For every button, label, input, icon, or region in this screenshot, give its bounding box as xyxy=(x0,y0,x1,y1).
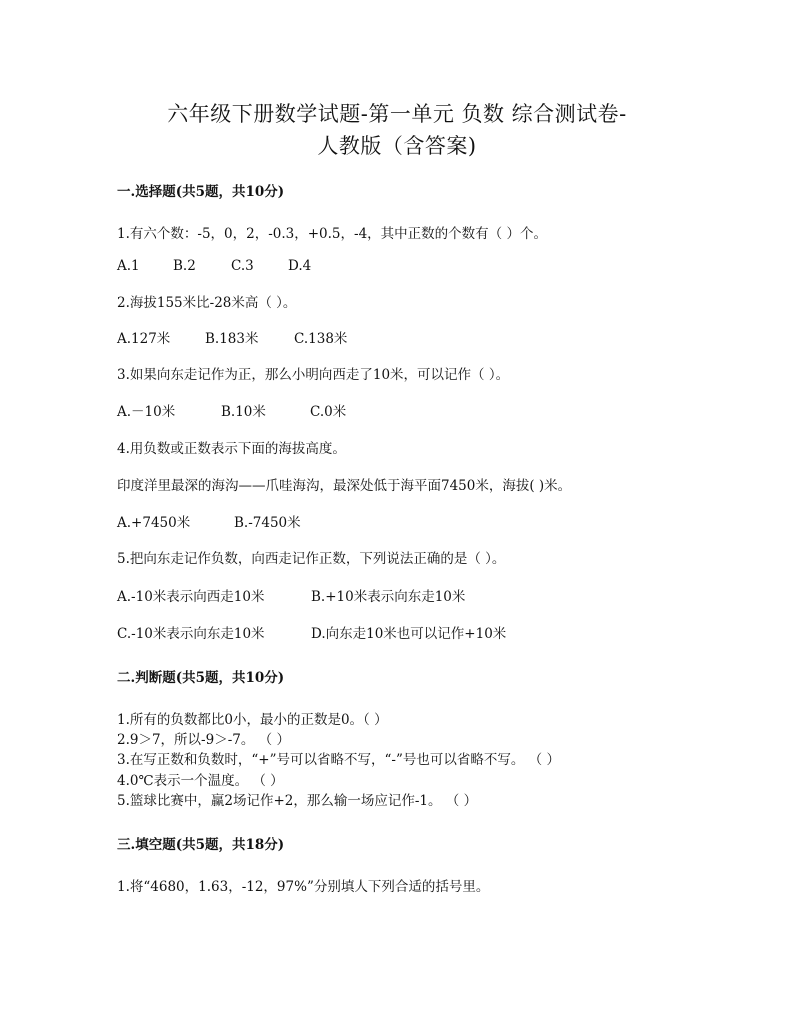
question-2-option-c: C.138米 xyxy=(294,331,348,347)
question-1-option-b: B.2 xyxy=(173,258,196,274)
question-5-text: 5.把向东走记作负数，向西走记作正数，下列说法正确的是（ ）。 xyxy=(117,551,506,567)
question-4-option-b: B.-7450米 xyxy=(234,515,301,531)
judge-item-4: 4.0℃表示一个温度。 （ ） xyxy=(117,773,284,789)
fill-question-1-text: 1.将“4680，1.63，-12，97%”分别填人下列合适的括号里。 xyxy=(117,879,490,895)
question-5-option-c: C.-10米表示向东走10米 xyxy=(117,626,265,642)
section-heading-fill-blank: 三.填空题(共5题，共18分) xyxy=(117,837,285,853)
question-1-option-c: C.3 xyxy=(231,258,254,274)
question-3-option-a: A.－10米 xyxy=(117,404,176,420)
question-1-option-a: A.1 xyxy=(117,258,140,274)
judge-item-5: 5.篮球比赛中，赢2场记作+2，那么输一场应记作-1。 （ ） xyxy=(117,793,478,809)
question-4-text-continued: 印度洋里最深的海沟——爪哇海沟，最深处低于海平面7450米，海拔( )米。 xyxy=(117,478,572,494)
judge-item-3: 3.在写正数和负数时，“+”号可以省略不写，“-”号也可以省略不写。 （ ） xyxy=(117,752,560,768)
question-2-option-b: B.183米 xyxy=(205,331,259,347)
document-title-line1: 六年级下册数学试题-第一单元 负数 综合测试卷- xyxy=(167,102,627,126)
question-2-text: 2.海拔155米比-28米高（ ）。 xyxy=(117,295,297,311)
question-3-text: 3.如果向东走记作为正，那么小明向西走了10米，可以记作（ ）。 xyxy=(117,367,510,383)
question-3-option-c: C.0米 xyxy=(310,404,347,420)
question-3-option-b: B.10米 xyxy=(221,404,266,420)
question-4-option-a: A.+7450米 xyxy=(117,515,191,531)
judge-item-2: 2.9＞7，所以-9＞-7。 （ ） xyxy=(117,732,290,748)
section-heading-true-false: 二.判断题(共5题，共10分) xyxy=(117,670,285,686)
question-2-option-a: A.127米 xyxy=(117,331,171,347)
question-4-text: 4.用负数或正数表示下面的海拔高度。 xyxy=(117,441,346,457)
judge-item-1: 1.所有的负数都比0小，最小的正数是0。（ ） xyxy=(117,712,388,728)
question-5-option-b: B.+10米表示向东走10米 xyxy=(311,589,466,605)
section-heading-choice: 一.选择题(共5题，共10分) xyxy=(117,184,285,200)
question-1-text: 1.有六个数：-5，0，2，-0.3，+0.5，-4，其中正数的个数有（ ）个。 xyxy=(117,226,547,242)
question-5-option-a: A.-10米表示向西走10米 xyxy=(117,589,265,605)
question-1-option-d: D.4 xyxy=(288,258,312,274)
document-title-line2: 人教版（含答案) xyxy=(317,134,477,158)
question-5-option-d: D.向东走10米也可以记作+10米 xyxy=(311,626,507,642)
